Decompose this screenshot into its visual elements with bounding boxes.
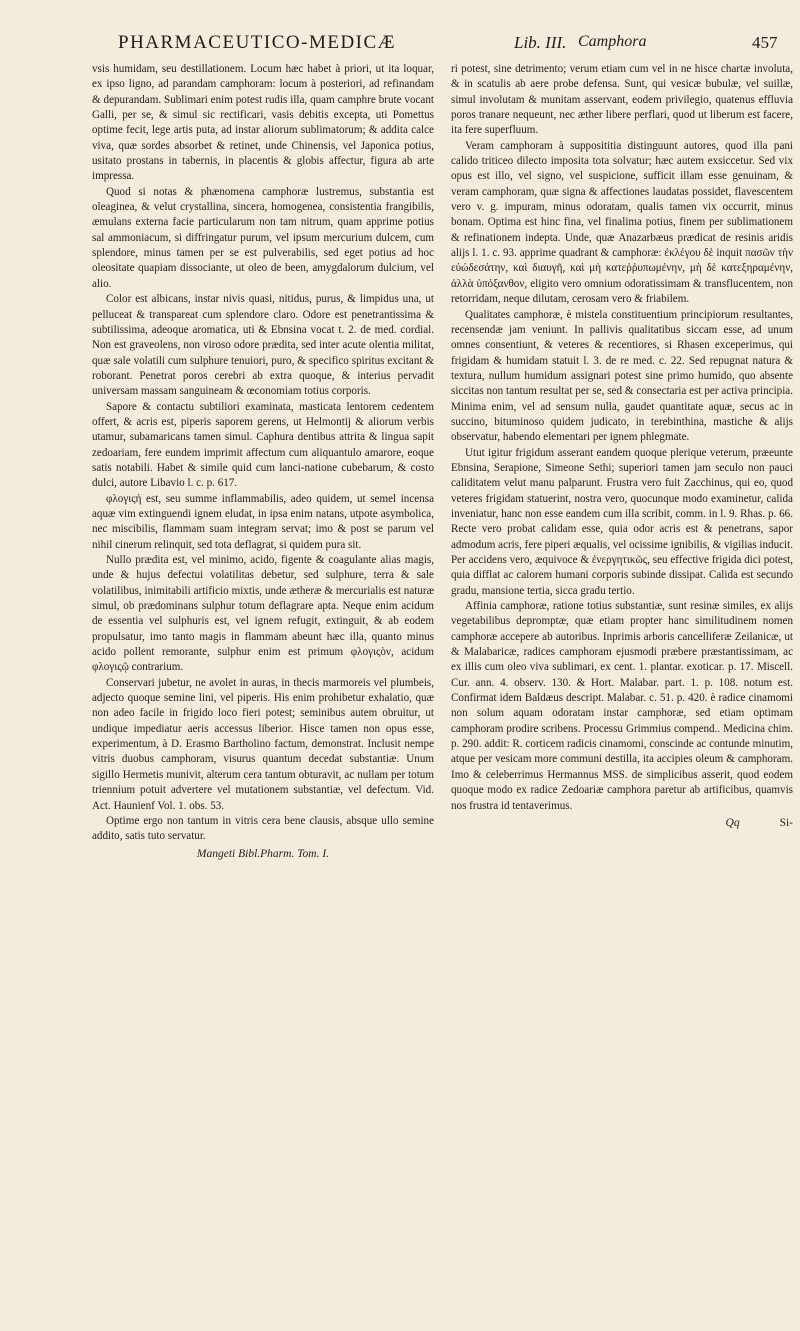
paragraph: Nullo prædita est, vel minimo, acido, figente & coagulante alias magis, unde & hujus defectui volatilitas debetur, sed sulphure, terra & sale volatilibus, inimitabili artificio mixtis, unde ætheræ & mercurialis est naturæ simul, ob prædominans sulphur totum deflagrare apta. Neque enim acidum de essentia vel sulphuris est, vel ignem refugit, extinguit, & ab eodem propulsatur, imo tanto magis in flammam abeunt hæc illa, quanto minus acido pollent remorante, sulphur enim est primum φλογιςὸν, acidum φλογιςῷ contrarium. xyxy=(92,554,434,674)
book-number: Lib. III. xyxy=(514,33,567,52)
right-column xyxy=(451,62,793,831)
paragraph: Affinia camphoræ, ratione totius substantiæ, sunt resinæ similes, ex alijs vegetabilibus depromptæ, quæ etiam propter hanc similitudinem nomen camphoræ accepere ab autoribus. Inprimis arboris cancelliferæ Zeilanicæ, ut & Malabaricæ, radices camphoram ejusmodi præbere præstantissimam, ac ex illis cum oleo viva sublimari, ex cent. 1. plantar. exoticar. p. 17. Miscell. Cur. ann. 4. observ. 130. & Hort. Malabar. part. 1. p. 108. notum est. Confirmat idem Baldæus descript. Malabar. c. 51. p. 420. è radice cinamomi non solum aquam odoratam instar camphoræ, sed etiam optimam camphoram prodire scribens. Processu Grimmius compend.. Medicina chim. p. 290. addit: R. corticem radicis cinamomi, conscinde ac contunde minutim, atque per vesicam more communi destilla, ita accipies oleum & camphoram. Imo & celeberrimus Hermannus MSS. de simplicibus asserit, quod eodem quoque modo ex radice Zedoariæ camphora paretur ab artificibus, quamvis nos frustra id tentaverimus. xyxy=(451,600,793,812)
signature-mark: Qq xyxy=(725,816,740,829)
catchword: Si- xyxy=(779,816,793,829)
paragraph: Color est albicans, instar nivis quasi, nitidus, purus, & limpidus una, ut pelluceat & transpareat cum splendore claro. Odore est penetrantissima & subtilissima, adeoque aromatica, uti & Ebnsina vocat t. 2. de med. cordial. Non est graveolens, non viroso odore prædita, sed inter acute olentia militat, quæ sale volatili cum sulphure tenuiori, puro, & specifico spiritus excitant & roborant. Penetrat poros cerebri ab extra quoque, & interius pervadit universam massam sanguineam & œconomiam totius corporis. xyxy=(92,293,434,398)
paragraph: Veram camphoram à supposititia distinguunt autores, quod illa pani calido triticeo dilecto imposita tota solvatur; hæc autem exsiccetur. Sed vix opus est illo, vel signo, vel suspicione, sufficit illam esse genuinam, & veram camphoram, quæ signa & affectiones laudatas possidet, flavescentem vero v. g. impuram, minus odoratam, qualis tamen vix occurrit, minus bonam. Optima est hinc fina, vel finalima potius, finem per sublimationem & refinationem indepta. Unde, quæ Anazarbæus prædicat de resinis aridis alijs l. 1. c. 93. apprime quadrant & camphoræ: ἐκλέγου δὲ inquit πασῶν τὴν εὐώδεσάτην, καὶ διαυγῆ, καὶ μὴ κατεῤῥυπωμένην, μὴ δὲ κατεξηραμένην, ἀλλὰ ὑπόξανθον, eligito vero omnium odoratissimam & transflucentem, non retorridam, neque dilutam, cerosam vero & friabilem. xyxy=(451,139,793,306)
paragraph: Quod si notas & phænomena camphoræ lustremus, substantia est oleaginea, & velut crystallina, sincera, homogenea, consistentia frangibilis, æmulans externa facie particularum non tam nitrum, quam apprime potius sal ammoniacum, si diffringatur purum, vel ipsum mercurium dulcem, cum splendore, minus tamen per se est pulverabilis, sed eget potius ad hoc oleositate quapiam dissociante, ut oleo de been, amygdalorum dulcium, vel alio. xyxy=(92,185,434,290)
page-footer: Mangeti Bibl.Pharm. Tom. I. xyxy=(196,847,330,860)
paragraph: Sapore & contactu subtiliori examinata, masticata lentorem cedentem offert, & acris est, piperis saporem gerens, ut Helmontij & aliorum verbis utamur, subamaricans tamen simul. Caphura dentibus attrita & lingua sapit zedoariam, fere eundem imprimit affectum cum aliquantulo amarore, eoque satis notabili. Habet & simile quid cum lanci-natione cubebarum, & costo dulci, autore Libavio l. c. p. 617. xyxy=(92,400,434,490)
paragraph: φλογιςή est, seu summe inflammabilis, adeo quidem, ut semel incensa aquæ vim extinguendi ignem eludat, in ipsa enim natans, utpote asymbolica, nec miscibilis, flammam suam integram servat; imo & post se parum vel nihil cinerum relinquit, sed tota deflagrat, si quidem pura sit. xyxy=(92,492,434,551)
paragraph: Conservari jubetur, ne avolet in auras, in thecis marmoreis vel plumbeis, adjecto quoque semine lini, vel piperis. His enim prohibetur exhalatio, quæ non adeo facile in frigido loco fieri potest; seminibus autem obruitur, ut undique impediatur aeris accessus liberior. Hisce tamen non opus esse, experimentum, à D. Erasmo Bartholino factum, demonstrat. Inclusit nempe vitris duobus camphoram, visurus quantum decedat substantiæ. Unum sigillo Hermetis munivit, alterum cera tantum obturavit, ac nullam per totum triennium potuit advertere vel mutationem substantiæ, vel defectum. Vid. Act. Haunienf Vol. 1. obs. 53. xyxy=(92,676,434,812)
catch-row xyxy=(451,816,793,831)
running-title: PHARMACEUTICO-MEDICÆ xyxy=(118,32,397,53)
page-number: 457 xyxy=(752,33,778,52)
left-column xyxy=(92,62,434,862)
paragraph: Utut igitur frigidum asserant eandem quoque plerique veterum, præeunte Ebnsina, Serapione, Simeone Sethi; superiori tamen jam seculo non pauci caliditatem velut manu palparunt. Frustra vero fuit Zacchinus, qui eo, quod veteres frigidam statuerint, nostra vero, quocunque modo examinetur, calida inveniatur, hanc non esse eandem cum illa scribit, comm. in l. 9. Rhas. p. 66. Recte vero probat calidam esse, quia odor acris est & penetrans, sapor admodum acris, fere piperi æqualis, vel ocissime ignibilis, & vigilias inducit. Per accidens vero, æquivoce & ἐνεργητικῶς, seu effective frigida dici potest, quia difflat ac calorem humani corporis subinde dissipat. Calida est secundo gradu, mansione tertia, sicca gradu tertio. xyxy=(451,446,793,597)
paragraph: Qualitates camphoræ, è mistela constituentium principiorum resultantes, recensendæ jam veniunt. In pallivis qualitatibus siccam esse, ad unum omnes consentiunt, & veteres & recentiores, si Rhasen exceperimus, qui frigidam & humidam statuit l. 3. de re med. c. 22. Sed repugnat natura & textura, nullum humidum assignari potest sine primo humido, quo absente siccitas non tantum resultat per se, sed & consectaria est per activa principia. Minima enim, vel ad sensum nulla, gaudet quantitate aquæ, secus ac in succino, bituminoso quidem judicato, in terebinthina, mastiche & alijs observatur, habendo elementari per ignem phlegmate. xyxy=(451,308,793,444)
topic-heading: Camphora xyxy=(578,33,647,50)
paragraph: Optime ergo non tantum in vitris cera bene clausis, absque ullo semine addito, satis tuto servatur. xyxy=(92,814,434,843)
paragraph: ri potest, sine detrimento; verum etiam cum vel in ne hisce chartæ involuta, & in scatulis ab aere probe defensa. Sunt, qui vesicæ bubulæ, vel suillæ, simul involutam & munitam asservant, eodem privilegio, quatenus effluvia poros tranare nequeunt, nec æther libere perflari, quod ut liberum est facere, ita fere superfluum. xyxy=(451,63,793,137)
running-head xyxy=(0,30,800,58)
paragraph: vsis humidam, seu destillationem. Locum hæc habet à priori, ut ita loquar, ex ipso ligno, ad parandam camphoram: locum à posteriori, ad refinandam & depurandam. Sublimari enim potest rudis illa, quam camphre brute vocant Galli, per se, & simul sic rectificari, vasis debitis excepta, uti Pomettus optime fecit, lege artis puta, ad instar aliorum sublimatorum; & addita calce viva, quæ sordes absorbet & retinet, unde Chinensis, vel Japonica potius, usitato prostans in tabernis, in placentis & globis affectur, figura ab arte impressa. xyxy=(92,63,434,183)
